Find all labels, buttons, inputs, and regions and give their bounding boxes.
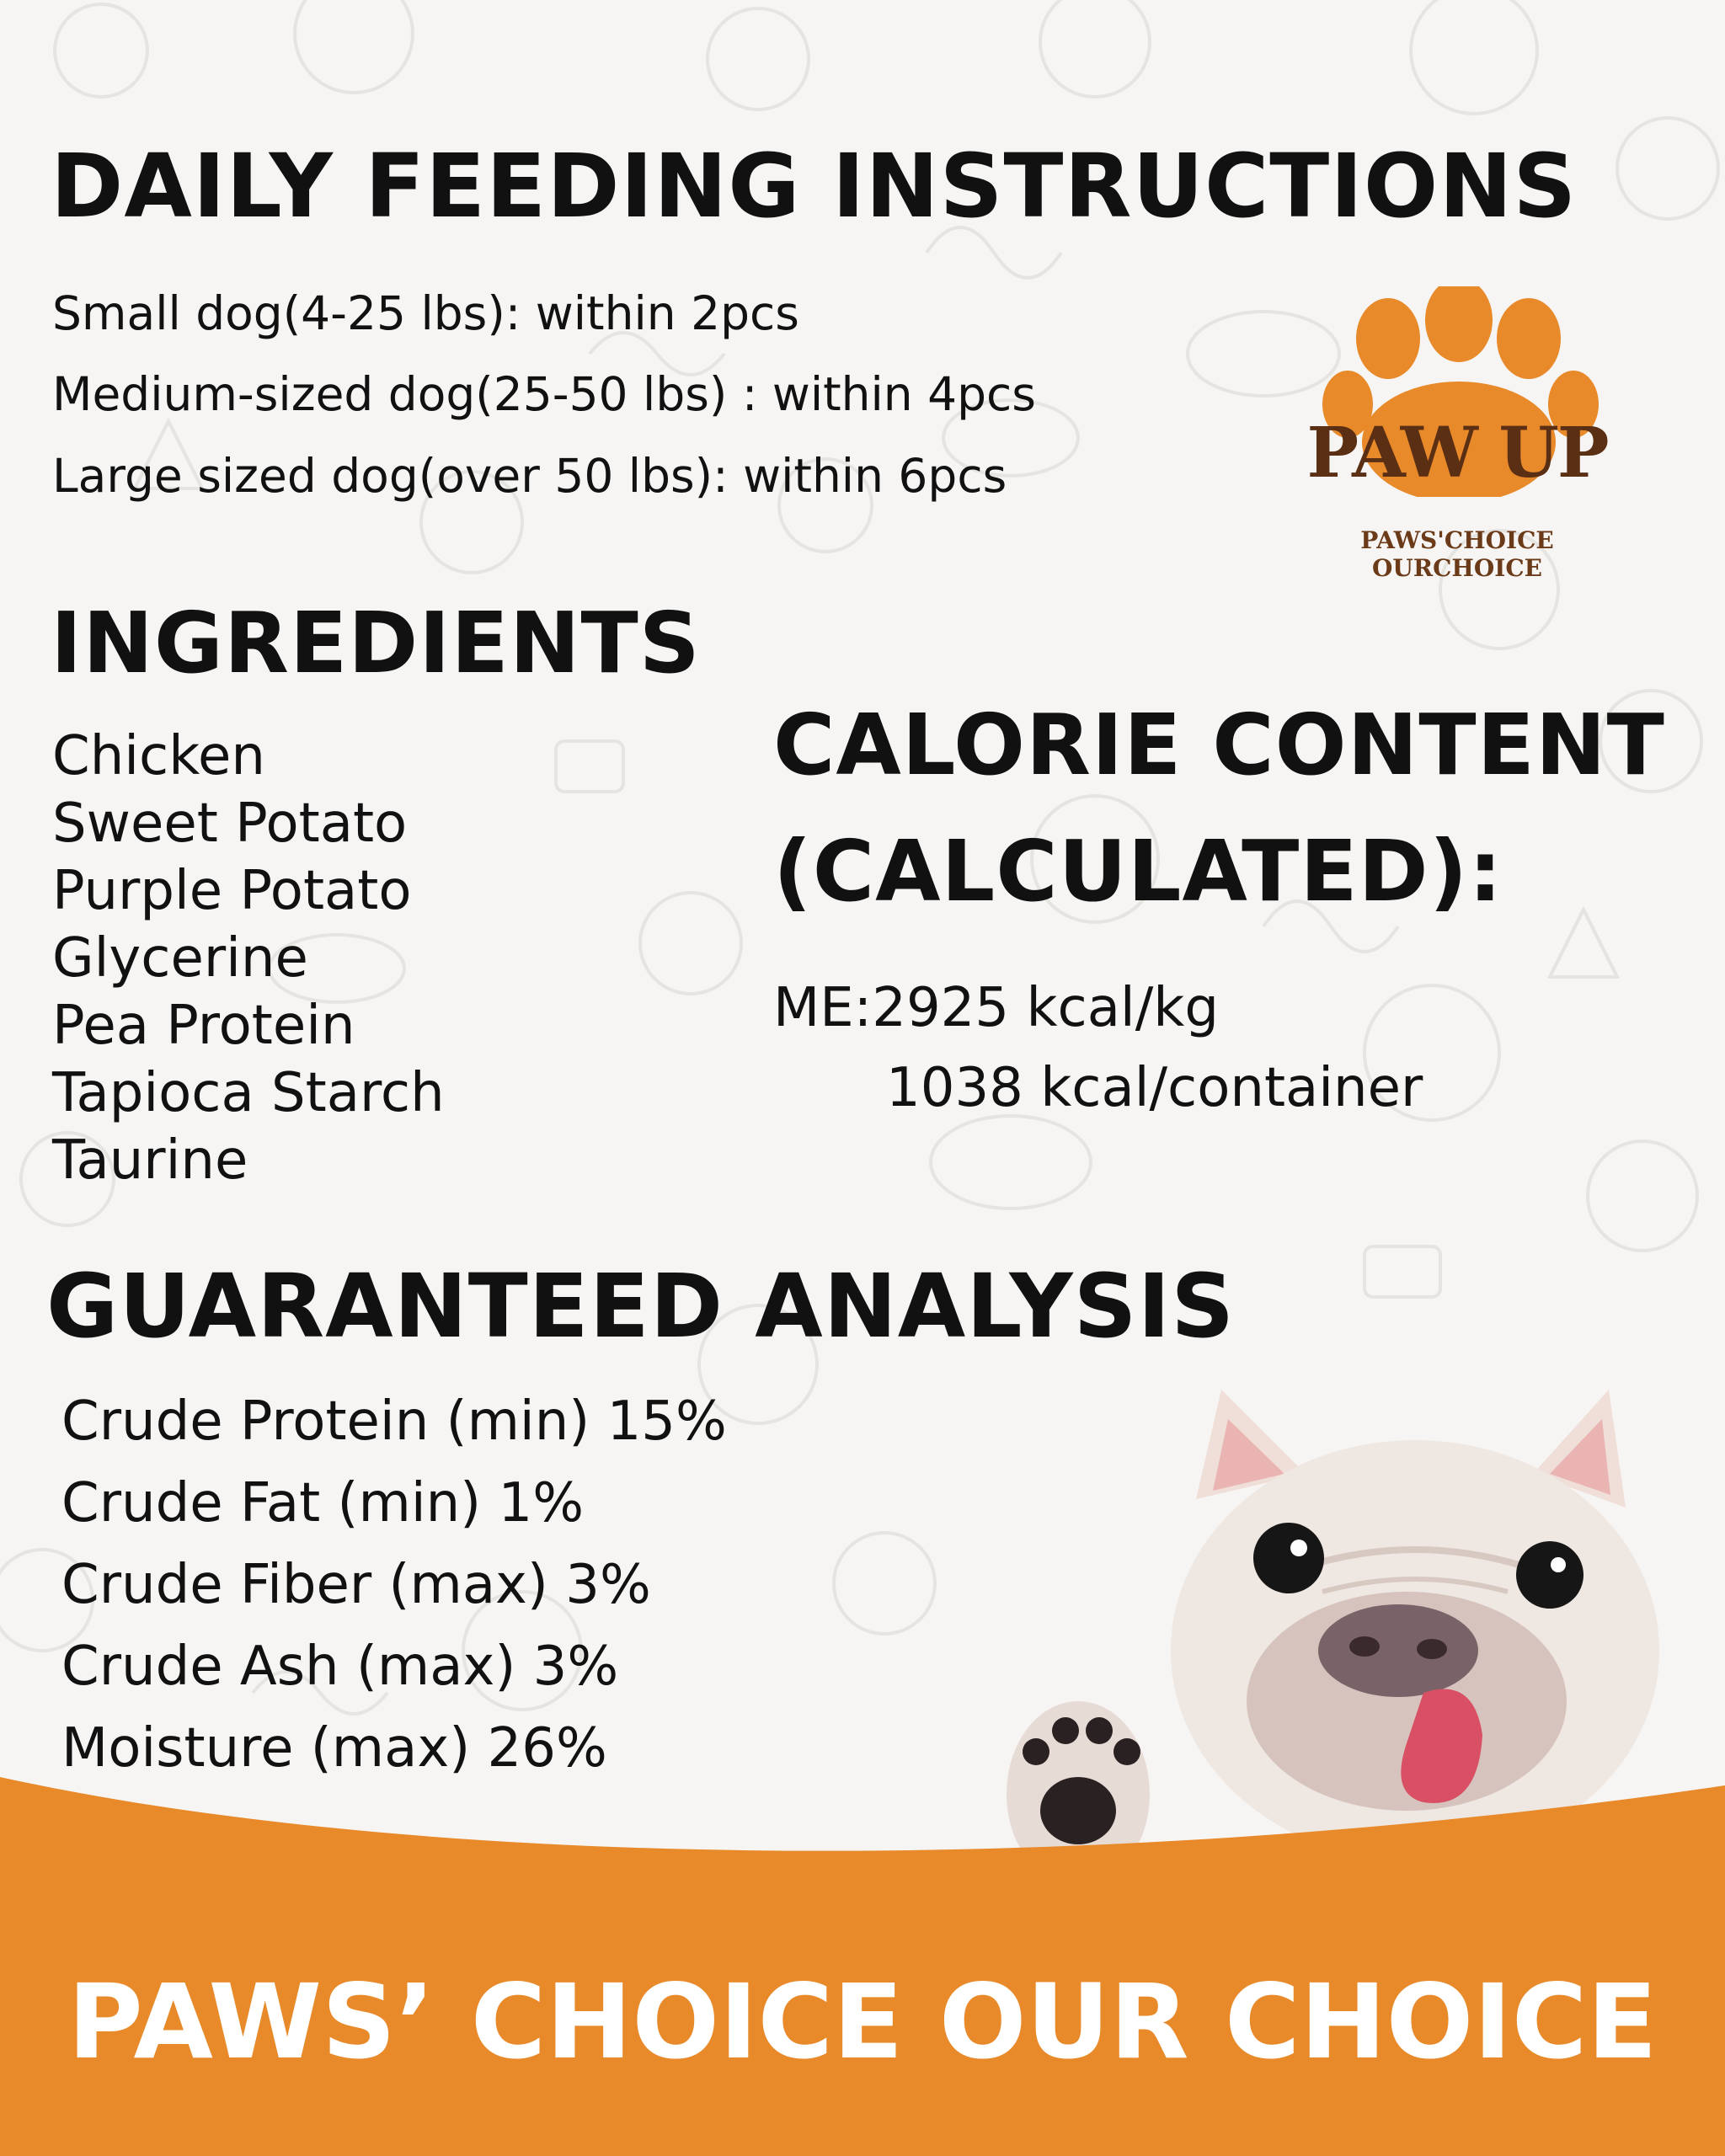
ingredient-item: Tapioca Starch [52,1062,445,1124]
ingredients-list [52,723,445,1194]
guaranteed-analysis-heading: GUARANTEED ANALYSIS [46,1255,1236,1358]
feeding-line-large-dog: Large sized dog(over 50 lbs): within 6pcs [52,449,1007,503]
calorie-content-heading [773,682,1665,935]
analysis-item: Crude Fat (min) 1% [61,1472,584,1534]
analysis-item: Crude Fiber (max) 3% [61,1554,651,1616]
calorie-per-container: 1038 kcal/container [886,1057,1423,1119]
ingredient-item: Glycerine [52,927,308,990]
ingredient-item: Taurine [52,1129,248,1192]
ingredient-item: Chicken [52,725,265,787]
ingredient-item: Purple Potato [52,860,412,922]
footer-orange-band [0,1752,1725,2156]
logo-wordmark: PAW UP [1306,413,1608,494]
paw-up-logo [1289,286,1626,582]
calorie-heading-line1: CALORIE CONTENT [773,696,1665,794]
feeding-line-medium-dog: Medium-sized dog(25-50 lbs) : within 4pcs [52,367,1036,421]
analysis-item: Moisture (max) 26% [61,1717,607,1780]
analysis-item: Crude Ash (max) 3% [61,1636,619,1698]
analysis-item: Crude Protein (min) 15% [61,1390,727,1453]
feeding-instructions-heading: DAILY FEEDING INSTRUCTIONS [51,135,1578,237]
ingredient-item: Sweet Potato [52,792,408,855]
logo-tagline: PAWS'CHOICE OURCHOICE [1360,526,1554,582]
feeding-line-small-dog: Small dog(4-25 lbs): within 2pcs [52,286,799,340]
ingredients-heading: INGREDIENTS [51,594,701,692]
footer-slogan: PAWS’ CHOICE OUR CHOICE [67,1962,1658,2082]
calorie-per-kg: ME:2925 kcal/kg [773,977,1219,1039]
guaranteed-analysis-list [61,1381,727,1790]
ingredient-item: Pea Protein [52,995,355,1057]
calorie-heading-line2: (CALCULATED): [773,822,1503,921]
